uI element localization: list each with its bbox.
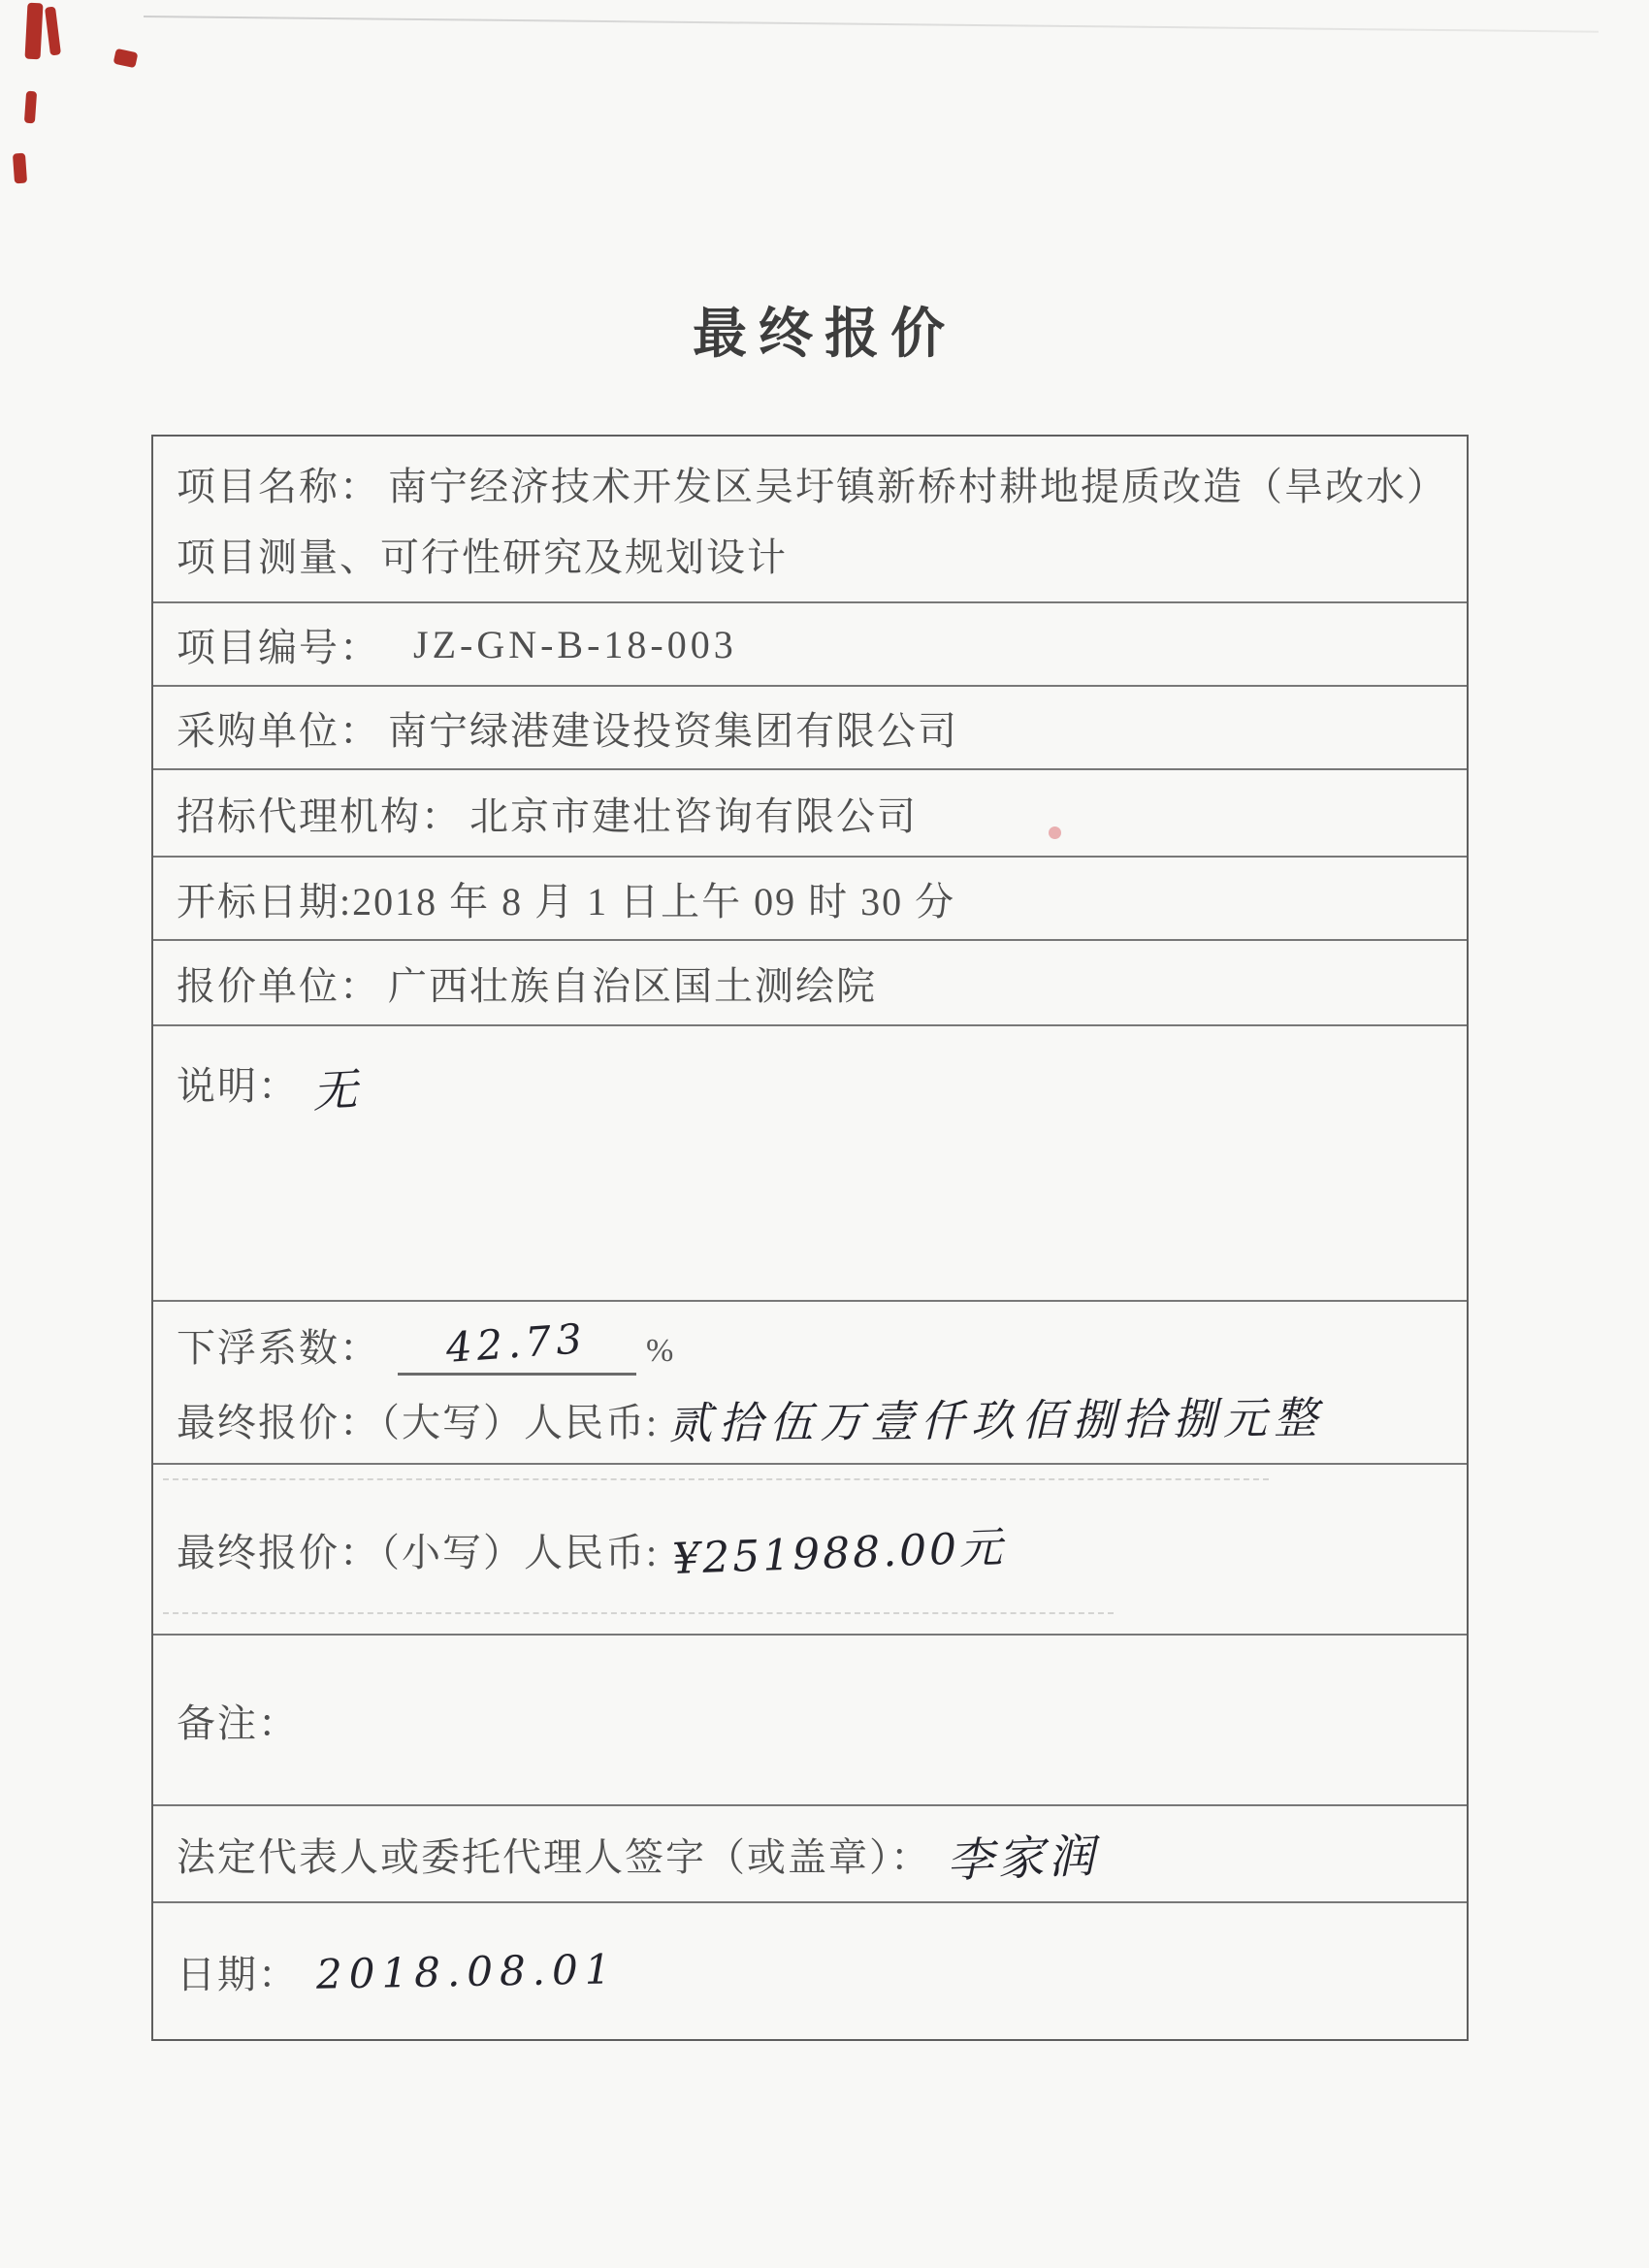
- final-price-figures-label: 最终报价：（小写）人民币:: [177, 1530, 660, 1574]
- discount-coefficient-label: 下浮系数：: [177, 1325, 380, 1370]
- row-quoting-unit: [153, 941, 1467, 1026]
- date-handwritten: 2018.08.01: [315, 1944, 618, 1998]
- discount-percent-sign: %: [646, 1332, 676, 1369]
- row-final-price-figures: [153, 1465, 1467, 1636]
- row-discount-and-price-words: [153, 1302, 1467, 1465]
- row-bid-opening-date: [153, 858, 1467, 941]
- signature-handwritten: 李家润: [946, 1828, 1100, 1889]
- bidding-agency-value: 北京市建壮咨询有限公司: [469, 794, 918, 838]
- row-date: [153, 1903, 1467, 2039]
- project-number-label: 项目编号：: [177, 625, 380, 669]
- row-project-name: [153, 437, 1467, 603]
- note-handwritten-value: 无: [310, 1062, 361, 1118]
- project-number-value: JZ-GN-B-18-003: [413, 622, 737, 666]
- discount-underline: [398, 1313, 636, 1376]
- row-project-number: [153, 603, 1467, 687]
- final-price-words-label: 最终报价：（大写）人民币:: [177, 1400, 660, 1444]
- purchasing-unit-value: 南宁绿港建设投资集团有限公司: [388, 708, 958, 753]
- quoting-unit-label: 报价单位：: [177, 963, 380, 1008]
- row-remarks: [153, 1636, 1467, 1806]
- scan-edge-line: [144, 16, 1599, 33]
- red-scan-mark: [24, 3, 43, 60]
- remarks-label: 备注：: [177, 1701, 299, 1745]
- red-scan-mark: [13, 153, 27, 184]
- quoting-unit-value: 广西壮族自治区国土测绘院: [388, 963, 877, 1008]
- scan-dashed-line: [163, 1478, 1269, 1480]
- red-scan-mark: [113, 49, 139, 68]
- project-name-value-line1: 南宁经济技术开发区吴圩镇新桥村耕地提质改造（旱改水）: [388, 465, 1447, 508]
- signature-label: 法定代表人或委托代理人签字（或盖章）：: [177, 1834, 931, 1879]
- bidding-agency-label: 招标代理机构：: [177, 794, 462, 838]
- row-bidding-agency: [153, 770, 1467, 858]
- discount-handwritten-value: 42.73: [444, 1313, 589, 1372]
- final-price-words-handwritten: 贰拾伍万壹仟玖佰捌拾捌元整: [667, 1391, 1325, 1449]
- project-name-label: 项目名称：: [177, 465, 380, 508]
- project-name-value-line2: 项目测量、可行性研究及规划设计: [177, 535, 788, 579]
- row-purchasing-unit: [153, 687, 1467, 770]
- final-price-figures-handwritten: ¥251988.00元: [671, 1523, 1007, 1584]
- red-scan-mark: [45, 7, 61, 56]
- scan-dashed-line: [163, 1612, 1114, 1614]
- row-note: [153, 1026, 1467, 1302]
- quotation-table: [151, 435, 1469, 2041]
- purchasing-unit-label: 采购单位：: [177, 708, 380, 753]
- bid-opening-date-value: 2018 年 8 月 1 日上午 09 时 30 分: [352, 879, 956, 923]
- red-scan-mark: [24, 91, 37, 124]
- bid-opening-date-label: 开标日期:: [177, 879, 353, 923]
- date-label: 日期：: [177, 1952, 299, 1996]
- row-signature: [153, 1806, 1467, 1903]
- note-label: 说明：: [177, 1064, 299, 1108]
- page-title: 最终报价: [693, 303, 956, 364]
